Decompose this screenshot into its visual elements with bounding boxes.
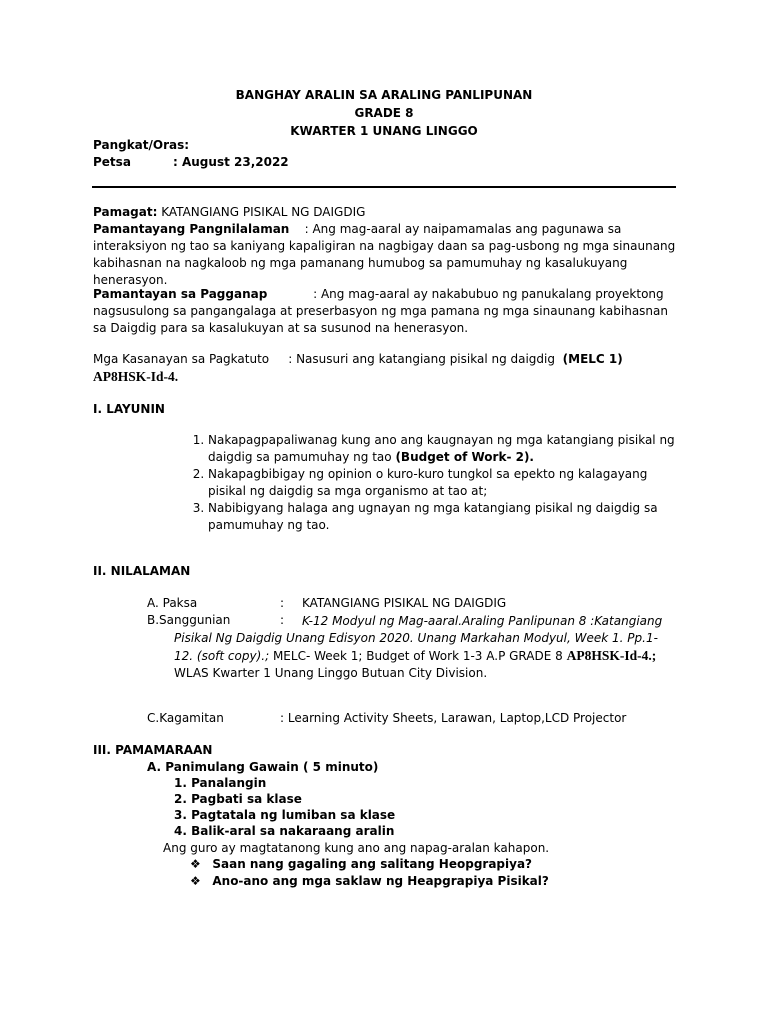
pangkat-label: Pangkat/Oras: [93, 138, 190, 152]
list-item: 2. Pagbati sa klase [174, 792, 302, 806]
pamagat-label: Pamagat: [93, 205, 158, 219]
panimulang-gawain-heading: A. Panimulang Gawain ( 5 minuto) [147, 760, 379, 774]
list-item: 1. Nakapagpapaliwanag kung ano ang kaugnayan ng mga katangiang pisikal ng daigdig sa pamumuhay ng tao (Budget of Work- 2). [208, 432, 678, 466]
kasanayan-code: AP8HSK-Id-4. [93, 369, 179, 384]
question-item: ❖ Saan nang gagaling ang salitang Heopgrapiya? [190, 857, 533, 871]
list-item: 3. Pagtatala ng lumiban sa klase [174, 808, 396, 822]
kasanayan-value: : Nasusuri ang katangiang pisikal ng daigdig [288, 352, 555, 366]
pagganap-value: : Ang mag-aaral ay nakabubuo ng panukalang proyektong nagsusulong sa pangangalaga at preserbasyon ng mga pamana ng mga sinaunang kabihasnan sa Daigdig para sa kasalukuyan at sa susunod na henerasyon. [93, 287, 668, 335]
guro-intro: Ang guro ay magtatanong kung ano ang napag-aralan kahapon. [163, 841, 550, 855]
sanggunian-code: AP8HSK-Id-4.; [566, 648, 657, 663]
paksa-label: A. Paksa [147, 596, 198, 610]
sanggunian-value [174, 613, 674, 682]
document-title: BANGHAY ARALIN SA ARALING PANLIPUNAN [235, 88, 533, 102]
list-item: 1. Panalangin [174, 776, 267, 790]
paksa-value: KATANGIANG PISIKAL NG DAIGDIG [302, 596, 507, 610]
sanggunian-colon: : [280, 613, 285, 627]
list-item: 3. Nabibigyang halaga ang ugnayan ng mga katangiang pisikal ng daigdig sa pamumuhay ng tao. [208, 500, 678, 534]
sanggunian-label: B.Sanggunian [147, 613, 231, 627]
pangnilalaman-value: : Ang mag-aaral ay naipamamalas ang pagunawa sa interaksiyon ng tao sa kaniyang kapaligiran na nagbigay daan sa pag-usbong ng mga sinaunang kabihasnan na nagkaloob ng mga pamanang humubog sa pamumuhay ng kasalukuyang henerasyon. [93, 222, 676, 287]
grade-heading: GRADE 8 [354, 106, 414, 120]
pagganap-paragraph [93, 286, 683, 337]
nilalaman-heading: II. NILALAMAN [93, 564, 191, 578]
question-item: ❖ Ano-ano ang mga saklaw ng Heapgrapiya Pisikal? [190, 874, 549, 888]
diamond-bullet-icon: ❖ [190, 874, 201, 888]
pamagat-line [93, 205, 365, 219]
paksa-colon: : [280, 596, 285, 610]
pangnilalaman-paragraph [93, 221, 683, 289]
kagamitan-value: : Learning Activity Sheets, Larawan, Laptop,LCD Projector [280, 711, 627, 725]
layunin-heading: I. LAYUNIN [93, 402, 165, 416]
pangnilalaman-label: Pamantayang Pangnilalaman [93, 222, 290, 236]
pamagat-value: KATANGIANG PISIKAL NG DAIGDIG [161, 205, 366, 219]
kasanayan-label: Mga Kasanayan sa Pagkatuto [93, 352, 270, 366]
quarter-heading: KWARTER 1 UNANG LINGGO [290, 124, 478, 138]
kagamitan-label: C.Kagamitan [147, 711, 224, 725]
sanggunian-italic: K-12 Modyul ng Mag-aaral.Araling Panlipunan 8 :Katangiang Pisikal Ng Daigdig Unang Edisyon 2020. Unang Markahan Modyul, Week 1. Pp.1-12. (soft copy).; [174, 614, 663, 663]
sanggunian-rest: WLAS Kwarter 1 Unang Linggo Butuan City Division. [174, 666, 488, 680]
kasanayan-paragraph [93, 351, 683, 386]
list-item: 2. Nakapagbibigay ng opinion o kuro-kuro tungkol sa epekto ng kalagayang pisikal ng daigdig sa mga organismo at tao at; [208, 466, 678, 500]
pagganap-label: Pamantayan sa Pagganap [93, 287, 268, 301]
pamamaraan-heading: III. PAMAMARAAN [93, 743, 213, 757]
layunin-list [180, 432, 678, 534]
diamond-bullet-icon: ❖ [190, 857, 201, 871]
sanggunian-melc: MELC- Week 1; Budget of Work 1-3 A.P GRADE 8 [272, 649, 563, 663]
petsa-label: Petsa [93, 155, 131, 169]
petsa-value: : August 23,2022 [173, 155, 289, 169]
horizontal-divider [92, 186, 676, 188]
list-item: 4. Balik-aral sa nakaraang aralin [174, 824, 395, 838]
kasanayan-melc: (MELC 1) [562, 352, 623, 366]
